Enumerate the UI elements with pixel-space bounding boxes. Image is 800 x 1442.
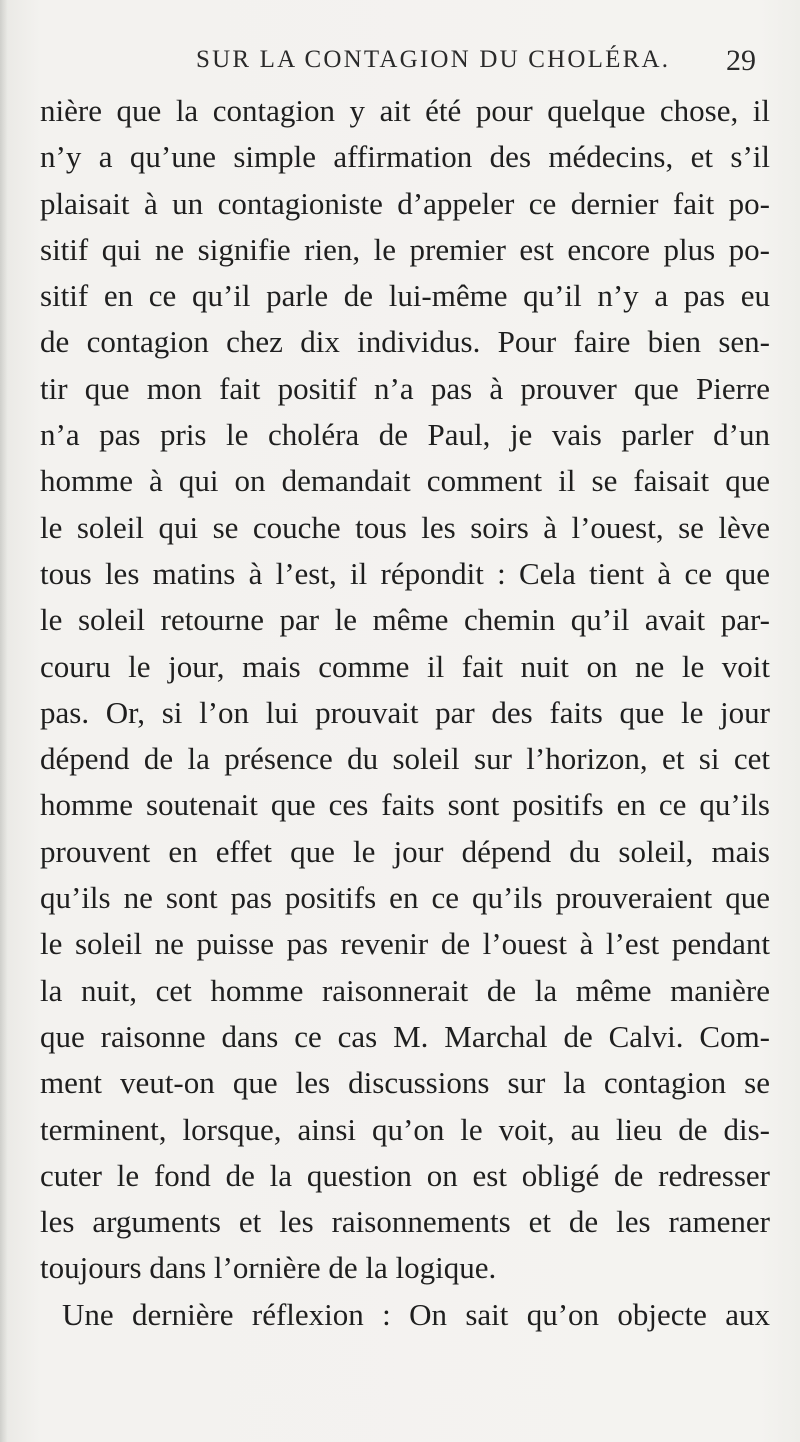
text-line: que raisonne dans ce cas M. Marchal de Calvi. Com- <box>40 1018 770 1054</box>
text-line: pas. Or, si l’on lui prouvait par des faits que le jour <box>40 694 770 730</box>
running-head <box>0 46 800 86</box>
text-line: tous les matins à l’est, il répondit : Cela tient à ce que <box>40 555 770 591</box>
text-line: sitif en ce qu’il parle de lui-même qu’il n’y a pas eu <box>40 278 770 314</box>
text-line: prouvent en effet que le jour dépend du soleil, mais <box>40 833 770 869</box>
page-number: 29 <box>726 44 756 77</box>
text-line: n’a pas pris le choléra de Paul, je vais parler d’un <box>40 417 770 453</box>
text-line: les arguments et les raisonnements et de les ramener <box>40 1204 770 1240</box>
body-text <box>40 88 770 1338</box>
text-line: terminent, lorsque, ainsi qu’on le voit, au lieu de dis- <box>40 1111 770 1147</box>
text-line: plaisait à un contagioniste d’appeler ce dernier fait po- <box>40 185 770 221</box>
text-line: ment veut-on que les discussions sur la contagion se <box>40 1065 770 1101</box>
text-line: le soleil retourne par le même chemin qu’il avait par- <box>40 602 770 638</box>
text-line: le soleil qui se couche tous les soirs à l’ouest, se lève <box>40 509 770 545</box>
text-line: la nuit, cet homme raisonnerait de la même manière <box>40 972 770 1008</box>
text-line: qu’ils ne sont pas positifs en ce qu’ils prouveraient que <box>40 880 770 916</box>
text-line: nière que la contagion y ait été pour quelque chose, il <box>40 93 770 128</box>
text-line: dépend de la présence du soleil sur l’horizon, et si cet <box>40 741 770 777</box>
text-line: tir que mon fait positif n’a pas à prouver que Pierre <box>40 370 770 406</box>
text-line: le soleil ne puisse pas revenir de l’ouest à l’est pendant <box>40 926 770 962</box>
text-line: couru le jour, mais comme il fait nuit on ne le voit <box>40 648 770 684</box>
paragraph-start-line: Une dernière réflexion : On sait qu’on objecte aux <box>62 1296 770 1332</box>
text-line: sitif qui ne signifie rien, le premier est encore plus po- <box>40 231 770 267</box>
text-line: de contagion chez dix individus. Pour faire bien sen- <box>40 324 770 360</box>
text-line: homme à qui on demandait comment il se faisait que <box>40 463 770 499</box>
running-title: SUR LA CONTAGION DU CHOLÉRA. <box>196 46 671 73</box>
text-line: cuter le fond de la question on est obligé de redresser <box>40 1157 770 1193</box>
page-gutter-shadow <box>0 0 8 1442</box>
text-line: homme soutenait que ces faits sont positifs en ce qu’ils <box>40 787 770 823</box>
paragraph-end-line: toujours dans l’ornière de la logique. <box>40 1250 497 1286</box>
text-line: n’y a qu’une simple affirmation des médecins, et s’il <box>40 139 770 175</box>
